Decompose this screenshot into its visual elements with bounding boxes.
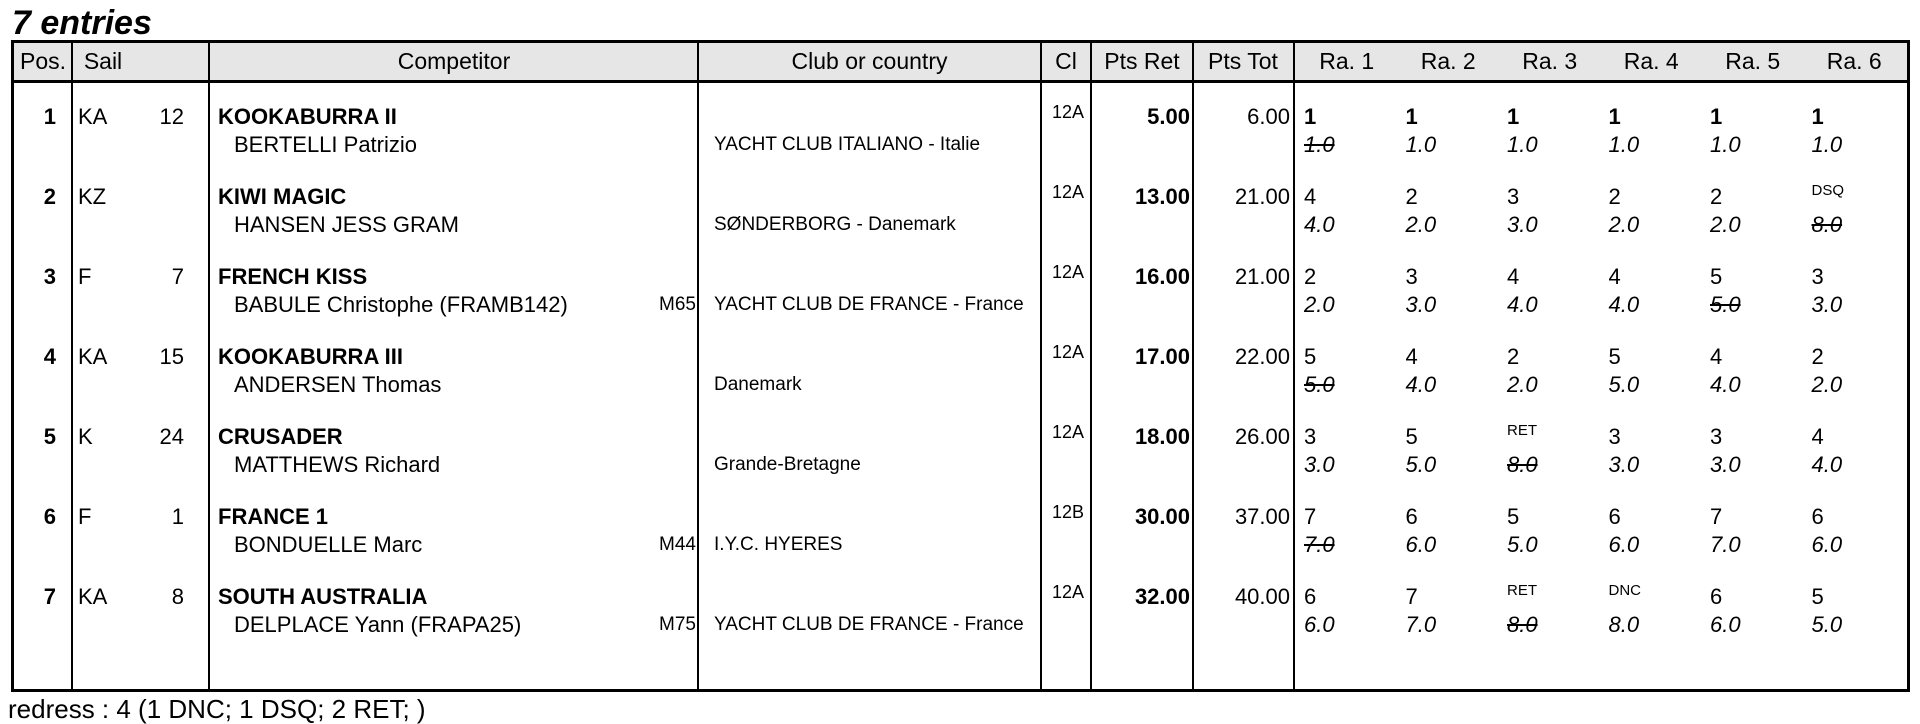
sail-country: KZ: [78, 184, 107, 209]
points-total: 26.00: [1234, 424, 1290, 449]
boat-name: CRUSADER: [218, 424, 343, 449]
race-rank: 6: [1811, 504, 1824, 529]
table-row: [14, 224, 1907, 317]
table-row: [14, 304, 1907, 397]
header-race-2: Ra. 2: [1420, 48, 1476, 74]
race-rank: RET: [1507, 582, 1537, 599]
race-rank: 6: [1405, 504, 1418, 529]
race-rank: 1: [1710, 104, 1723, 129]
race-rank: 2: [1304, 264, 1317, 289]
points-retained: 18.00: [1134, 424, 1190, 449]
points-total: 21.00: [1234, 264, 1290, 289]
race-points: 6.0: [1304, 612, 1335, 637]
points-total: 22.00: [1234, 344, 1290, 369]
position: 2: [43, 184, 56, 209]
club-or-country: YACHT CLUB DE FRANCE - France: [714, 294, 1024, 315]
position: 7: [43, 584, 56, 609]
race-points: 1.0: [1405, 132, 1437, 157]
header-race-3: Ra. 3: [1522, 48, 1578, 74]
skipper-name: HANSEN JESS GRAM: [234, 212, 459, 237]
club-or-country: Danemark: [714, 374, 802, 395]
race-points: 4.0: [1405, 372, 1437, 397]
sail-country: KA: [78, 104, 108, 129]
race-points: 2.0: [1304, 292, 1335, 317]
race-points: 5.0: [1507, 532, 1538, 557]
race-rank: 3: [1710, 424, 1723, 449]
boat-name: KIWI MAGIC: [218, 184, 347, 209]
header-race-4: Ra. 4: [1623, 48, 1679, 74]
sail-number: 15: [159, 344, 184, 369]
race-rank: 2: [1608, 184, 1621, 209]
class: 12A: [1051, 422, 1085, 442]
header-club: Club or country: [791, 48, 948, 74]
table-row: [14, 464, 1907, 557]
position: 6: [43, 504, 56, 529]
sail-country: KA: [78, 344, 108, 369]
table-row: [14, 544, 1907, 637]
race-points: 1.0: [1507, 132, 1538, 157]
race-rank: 7: [1304, 504, 1317, 529]
race-rank: 6: [1304, 584, 1317, 609]
race-points: 5.0: [1811, 612, 1843, 637]
points-total: 37.00: [1234, 504, 1290, 529]
race-rank: 6: [1608, 504, 1621, 529]
points-retained: 32.00: [1134, 584, 1190, 609]
race-points: 3.0: [1507, 212, 1538, 237]
boat-name: KOOKABURRA II: [218, 104, 397, 129]
race-rank: 5: [1811, 584, 1824, 609]
class: 12A: [1051, 102, 1085, 122]
race-points: 5.0: [1608, 372, 1640, 397]
sail-number: 8: [171, 584, 184, 609]
skipper-name: ANDERSEN Thomas: [234, 372, 442, 397]
club-or-country: Grande-Bretagne: [714, 454, 861, 475]
club-or-country: YACHT CLUB ITALIANO - Italie: [714, 134, 981, 155]
class: 12A: [1051, 262, 1085, 282]
race-rank: 4: [1608, 264, 1621, 289]
race-rank: 3: [1507, 184, 1520, 209]
race-points: 2.0: [1608, 212, 1640, 237]
race-points: 6.0: [1608, 532, 1640, 557]
skipper-name: MATTHEWS Richard: [234, 452, 441, 477]
position: 5: [43, 424, 56, 449]
table-row: [14, 144, 1907, 237]
boat-name: FRANCE 1: [218, 504, 329, 529]
class: 12A: [1051, 182, 1085, 202]
club-or-country: I.Y.C. HYERES: [714, 534, 843, 555]
race-points: 6.0: [1405, 532, 1437, 557]
race-points: 6.0: [1710, 612, 1741, 637]
race-rank: 4: [1405, 344, 1418, 369]
race-points: 1.0: [1710, 132, 1741, 157]
sail-number: 24: [159, 424, 184, 449]
position: 4: [43, 344, 56, 369]
sail-number: 7: [171, 264, 184, 289]
race-rank: 1: [1304, 104, 1317, 129]
race-points: 2.0: [1507, 372, 1538, 397]
points-total: 6.00: [1247, 104, 1290, 129]
race-points: 1.0: [1811, 132, 1843, 157]
skipper-category: M44: [659, 534, 696, 555]
header-sail: Sail: [83, 48, 123, 74]
race-points: 1.0: [1304, 132, 1335, 157]
race-points: 5.0: [1304, 372, 1335, 397]
skipper-category: M75: [659, 614, 696, 635]
race-rank: 2: [1811, 344, 1824, 369]
points-retained: 17.00: [1134, 344, 1190, 369]
race-rank: 3: [1811, 264, 1824, 289]
header-race-6: Ra. 6: [1826, 48, 1882, 74]
boat-name: SOUTH AUSTRALIA: [218, 584, 428, 609]
sail-country: F: [78, 504, 92, 529]
boat-name: FRENCH KISS: [218, 264, 368, 289]
position: 3: [43, 264, 56, 289]
race-points: 7.0: [1304, 532, 1335, 557]
sail-number: 12: [159, 104, 184, 129]
race-points: 4.0: [1710, 372, 1741, 397]
race-rank: 6: [1710, 584, 1723, 609]
sail-country: F: [78, 264, 92, 289]
points-total: 40.00: [1234, 584, 1290, 609]
race-points: 3.0: [1608, 452, 1640, 477]
race-rank: RET: [1507, 422, 1537, 439]
points-retained: 30.00: [1134, 504, 1190, 529]
race-rank: 4: [1304, 184, 1317, 209]
race-points: 4.0: [1811, 452, 1843, 477]
header-race-5: Ra. 5: [1725, 48, 1781, 74]
header-pts-ret: Pts Ret: [1104, 48, 1180, 74]
race-points: 2.0: [1405, 212, 1437, 237]
race-points: 3.0: [1710, 452, 1741, 477]
race-points: 3.0: [1811, 292, 1843, 317]
race-rank: 7: [1710, 504, 1723, 529]
race-points: 8.0: [1507, 612, 1538, 637]
class: 12A: [1051, 582, 1085, 602]
header-competitor: Competitor: [397, 48, 511, 74]
sail-number: 1: [171, 504, 184, 529]
race-points: 4.0: [1304, 212, 1335, 237]
header-pos: Pos.: [19, 48, 67, 74]
boat-name: KOOKABURRA III: [218, 344, 403, 369]
skipper-name: BERTELLI Patrizio: [234, 132, 418, 157]
race-points: 8.0: [1507, 452, 1538, 477]
skipper-name: DELPLACE Yann (FRAPA25): [234, 612, 522, 637]
sail-country: KA: [78, 584, 108, 609]
position: 1: [43, 104, 56, 129]
redress-summary: redress : 4 (1 DNC; 1 DSQ; 2 RET; ): [8, 694, 426, 724]
points-retained: 5.00: [1147, 104, 1190, 129]
table-row: [14, 384, 1907, 477]
race-points: 4.0: [1507, 292, 1538, 317]
club-or-country: YACHT CLUB DE FRANCE - France: [714, 614, 1024, 635]
header-pts-tot: Pts Tot: [1208, 48, 1278, 74]
race-rank: 4: [1811, 424, 1824, 449]
race-rank: 5: [1304, 344, 1317, 369]
class: 12A: [1051, 342, 1085, 362]
race-rank: 2: [1710, 184, 1723, 209]
race-rank: 1: [1608, 104, 1621, 129]
race-rank: 3: [1405, 264, 1418, 289]
race-rank: DNC: [1608, 582, 1641, 599]
results-table: [11, 40, 1910, 692]
race-points: 5.0: [1710, 292, 1741, 317]
skipper-name: BABULE Christophe (FRAMB142): [234, 292, 568, 317]
race-rank: 5: [1507, 504, 1520, 529]
race-points: 8.0: [1608, 612, 1640, 637]
table-row: [14, 64, 1907, 157]
race-rank: 5: [1405, 424, 1418, 449]
race-rank: 5: [1710, 264, 1723, 289]
race-points: 3.0: [1405, 292, 1437, 317]
race-rank: 1: [1811, 104, 1824, 129]
sail-country: K: [78, 424, 93, 449]
race-points: 7.0: [1710, 532, 1741, 557]
race-rank: 2: [1405, 184, 1418, 209]
points-total: 21.00: [1234, 184, 1290, 209]
race-points: 6.0: [1811, 532, 1843, 557]
race-rank: 4: [1710, 344, 1723, 369]
points-retained: 13.00: [1134, 184, 1190, 209]
club-or-country: SØNDERBORG - Danemark: [714, 214, 956, 235]
header-cl: Cl: [1055, 48, 1077, 74]
race-points: 2.0: [1710, 212, 1741, 237]
race-points: 7.0: [1405, 612, 1437, 637]
race-points: 1.0: [1608, 132, 1640, 157]
race-points: 5.0: [1405, 452, 1437, 477]
race-rank: 5: [1608, 344, 1621, 369]
race-rank: 4: [1507, 264, 1520, 289]
race-rank: 7: [1405, 584, 1418, 609]
race-points: 4.0: [1608, 292, 1640, 317]
points-retained: 16.00: [1134, 264, 1190, 289]
race-rank: 2: [1507, 344, 1520, 369]
class: 12B: [1051, 502, 1085, 522]
race-rank: 1: [1405, 104, 1418, 129]
race-points: 3.0: [1304, 452, 1335, 477]
race-rank: 3: [1608, 424, 1621, 449]
header-race-1: Ra. 1: [1319, 48, 1375, 74]
skipper-category: M65: [659, 294, 696, 315]
race-rank: 3: [1304, 424, 1317, 449]
race-points: 8.0: [1811, 212, 1843, 237]
race-rank: DSQ: [1811, 182, 1845, 199]
skipper-name: BONDUELLE Marc: [234, 532, 423, 557]
race-points: 2.0: [1811, 372, 1843, 397]
race-rank: 1: [1507, 104, 1520, 129]
page-title: 7 entries: [12, 4, 152, 42]
